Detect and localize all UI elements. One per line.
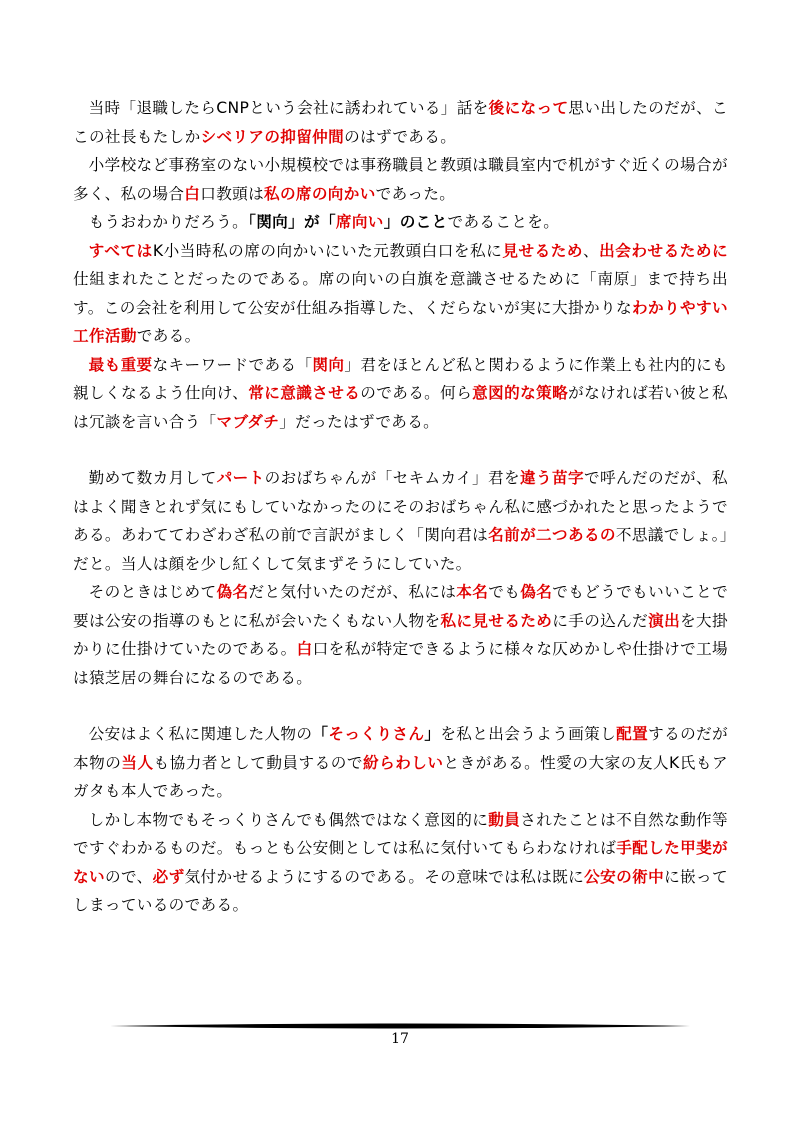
paragraph — [73, 464, 728, 578]
emphasis-text: 偽名 — [216, 583, 249, 601]
body-text-span: 」だったはずである。 — [279, 412, 440, 431]
body-text-span: K小当時私の席の向かいにいた元教頭白口を私に — [152, 241, 503, 260]
emphasis-text: わかりやすい工作活動 — [73, 298, 728, 345]
emphasis-text: 公安の術中 — [584, 867, 665, 886]
emphasis-text: 意図的な策略 — [472, 384, 569, 402]
body-text-span: 気付かせるようにするのである。その意味では私は既に — [184, 867, 585, 886]
body-text-span: 公安はよく私に関連した人物の — [88, 725, 313, 743]
body-text-span: も協力者として動員するので — [153, 753, 363, 772]
body-text-span: ので、 — [104, 867, 153, 886]
body-text-span: 思い出したのだが、ここの社長もたしか — [73, 99, 728, 146]
body-text-span: 仕組まれたことだったのである。席の向いの白旗を意識させるために「南原」まで持ち出す。この会社を利用して公安が仕組み指導した、くだらないが実に大掛かりな — [73, 270, 728, 317]
paragraph — [73, 578, 728, 692]
emphasis-text: 違う苗字 — [520, 469, 585, 487]
emphasis-text: 見せるため — [502, 241, 583, 260]
emphasis-text: 紛らわしい — [362, 753, 444, 772]
emphasis-text: そっくりさん — [328, 725, 425, 743]
bold-text: 「関向」が「 — [248, 213, 336, 231]
paragraph — [73, 237, 728, 351]
footer-rule — [110, 1022, 690, 1030]
body-text — [73, 94, 728, 920]
body-text-span: のおばちゃんが「セキムカイ」君を — [264, 469, 521, 487]
body-text-span: だと気付いたのだが、私には — [248, 583, 457, 601]
body-text-span: しかし本物でもそっくりさんでも偶然ではなく意図的に — [88, 810, 489, 829]
paragraph — [73, 720, 728, 806]
body-text-span: もうおわかりだろう。 — [88, 213, 249, 231]
body-text-span: を私と出会うよう画策し — [440, 725, 617, 743]
body-text-span: なキーワードである「 — [152, 355, 313, 374]
body-text-span: を大掛かりに仕掛けていたのである。 — [73, 611, 728, 658]
emphasis-text: 白 — [296, 640, 313, 658]
emphasis-text: 本名 — [456, 583, 489, 601]
emphasis-text: 配置 — [616, 725, 649, 743]
body-text-span: されたことは不自然な動作等ですぐわかるものだ。もっとも公安側としては私に気付いてもらわなければ — [73, 810, 728, 857]
emphasis-text: 白 — [184, 184, 201, 203]
body-text-span: するのだが本物の — [73, 725, 729, 772]
body-text-span: ときがある。性愛の大家の友人K氏もアガタも本人であった。 — [73, 753, 728, 800]
body-text-span: で呼んだのだが、私はよく聞きとれず気にもしていなかったのにそのおばちゃん私に感づかれたと思ったようである。あわててわざわざ私の前で言訳がましく「関向君は — [73, 469, 728, 544]
body-text-span: がなければ若い彼と私は冗談を言い合う「 — [73, 384, 728, 431]
emphasis-text: 名前が二つあるの — [488, 526, 616, 544]
emphasis-text: 席向い — [335, 213, 384, 231]
emphasis-text: 手配した甲斐がない — [73, 839, 729, 886]
emphasis-text: 常に意識させる — [248, 384, 361, 402]
body-text-span: でもどうでもいいことで要は公安の指導のもとに私が会いたくもない人物を — [73, 583, 729, 630]
emphasis-text: すべては — [88, 241, 153, 260]
paragraph-gap — [73, 436, 728, 464]
body-text-span: 、 — [582, 241, 600, 260]
emphasis-text: 偽名 — [520, 583, 553, 601]
emphasis-text: パート — [216, 469, 265, 487]
body-text-span: 当時「退職したらCNPという会社に誘われている」話を — [88, 99, 489, 117]
emphasis-text: マブダチ — [216, 412, 280, 431]
body-text-span: 」君をほとんど私と関わるように作業上も社内的にも親しくなるよう仕向け、 — [73, 355, 728, 402]
page-number: 17 — [391, 1031, 409, 1047]
paragraph — [73, 351, 728, 437]
body-text-span: 勤めて数カ月して — [88, 469, 217, 487]
body-text-span: 口教頭は — [200, 184, 265, 203]
body-text-span: 小学校など事務室のない小規模校では事務職員と教頭は職員室内で机がすぐ近くの場合が多く、私の場合 — [73, 156, 728, 203]
emphasis-text: 当人 — [121, 753, 154, 772]
emphasis-text: 出会わせるために — [599, 241, 728, 260]
bold-text: 」 — [424, 725, 441, 743]
bold-text: 「 — [312, 725, 329, 743]
bold-text: 」のこと — [383, 213, 448, 231]
paragraph — [73, 151, 728, 208]
emphasis-text: 関向 — [312, 355, 345, 374]
emphasis-text: 最も重要 — [88, 355, 153, 374]
paragraph — [73, 94, 728, 151]
emphasis-text: 後になって — [488, 99, 569, 117]
body-text-span: に嵌ってしまっているのである。 — [73, 867, 728, 914]
body-text-span: でも — [488, 583, 521, 601]
paragraph-gap — [73, 692, 728, 720]
emphasis-text: 動員 — [488, 810, 521, 829]
body-text-span: のはずである。 — [344, 127, 457, 146]
emphasis-text: 演出 — [648, 611, 681, 630]
paragraph — [73, 806, 728, 920]
body-text-span: 不思議でしょ。」だと。当人は顔を少し紅くして気まずそうにしていた。 — [73, 526, 728, 573]
emphasis-text: シベリアの抑留仲間 — [200, 127, 345, 146]
body-text-span: のである。何ら — [360, 384, 473, 402]
body-text-span: であった。 — [375, 184, 456, 203]
body-text-span: である。 — [136, 327, 201, 345]
paragraph — [73, 208, 728, 237]
emphasis-text: 私に見せるため — [440, 611, 553, 630]
emphasis-text: 私の席の向かい — [264, 184, 376, 203]
body-text-span: に手の込んだ — [552, 611, 649, 630]
body-text-span: 口を私が特定できるように様々な仄めかしや仕掛けで工場は猿芝居の舞台になるのである。 — [73, 640, 728, 687]
body-text-span: そのときはじめて — [88, 583, 217, 601]
body-text-span: であることを。 — [447, 213, 560, 231]
emphasis-text: 必ず — [152, 867, 185, 886]
